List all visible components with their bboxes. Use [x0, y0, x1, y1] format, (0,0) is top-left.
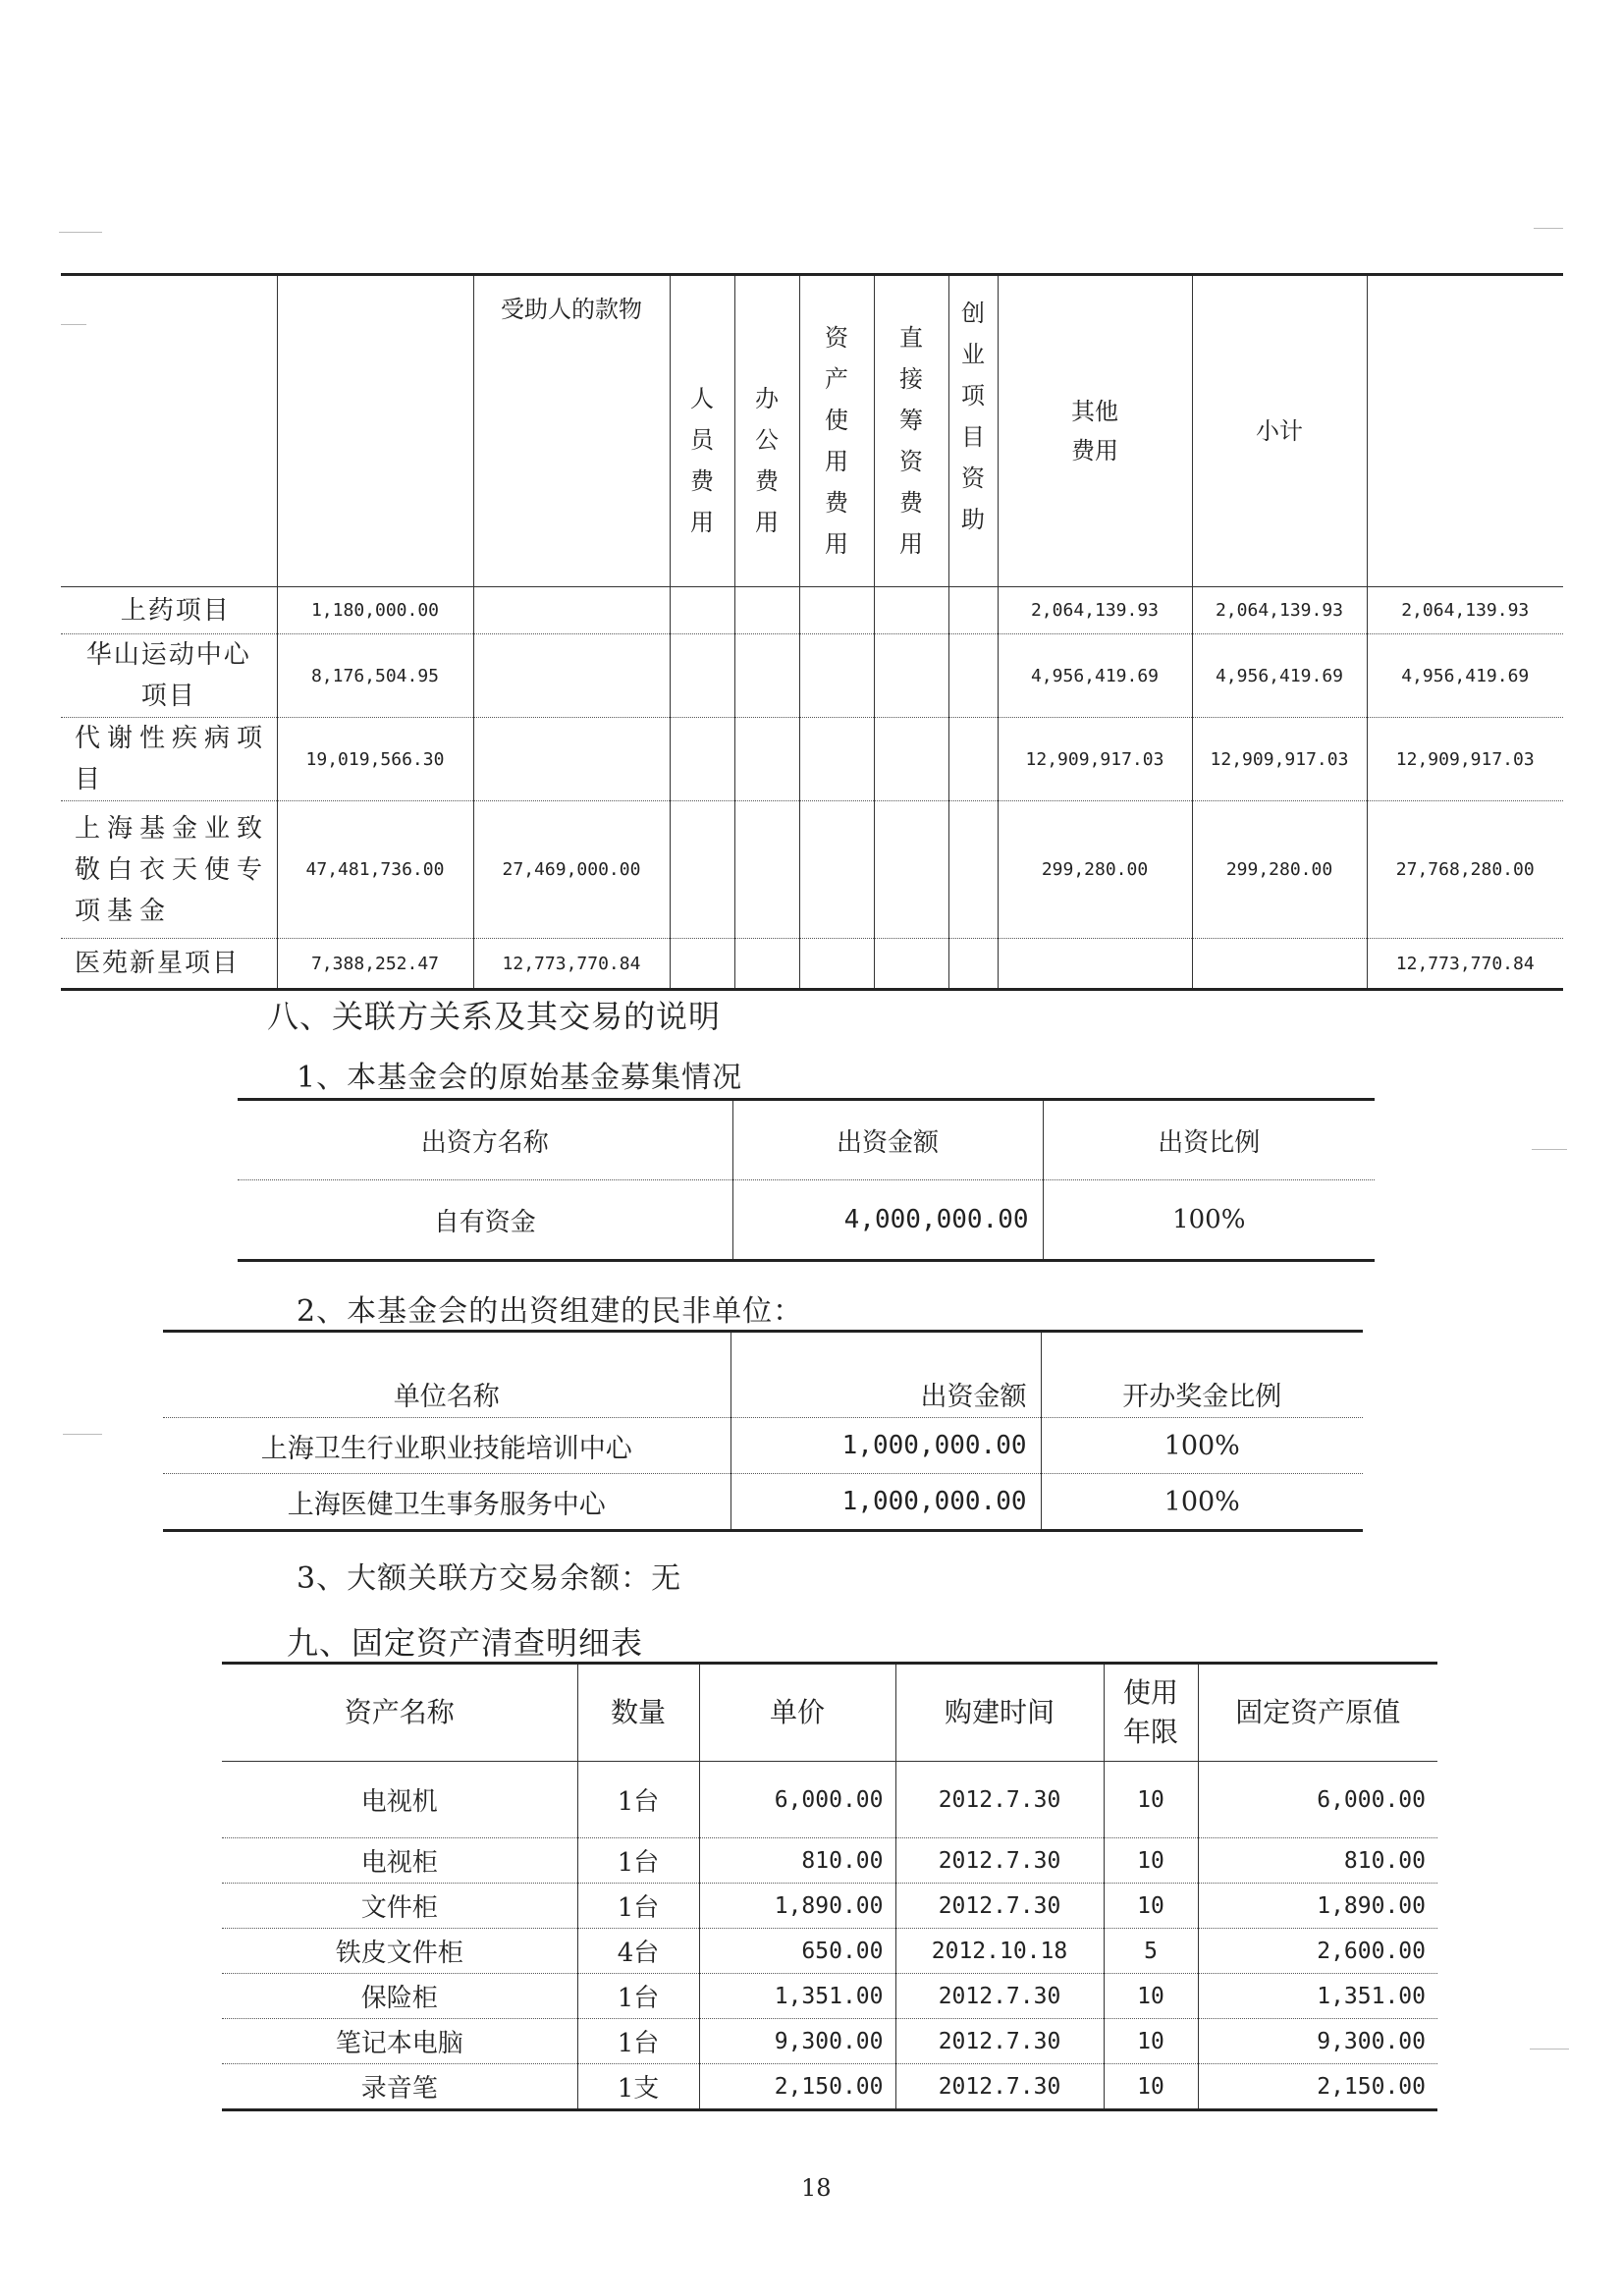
useful-life-cell: 5 — [1104, 1929, 1198, 1974]
amount-cell: 7,388,252.47 — [277, 939, 473, 990]
header-label: 小计 — [1256, 417, 1303, 445]
header-cell: 单价 — [699, 1664, 895, 1762]
project-name — [61, 718, 277, 801]
header-cell — [61, 275, 277, 587]
table-header-row — [61, 275, 1563, 587]
header-cell: 出资方名称 — [238, 1100, 732, 1180]
useful-life-cell: 10 — [1104, 2019, 1198, 2064]
empty-cell — [734, 801, 799, 939]
header-cell: 数量 — [577, 1664, 699, 1762]
subsection-1-title: 1、本基金会的原始基金募集情况 — [297, 1061, 743, 1095]
empty-cell — [670, 634, 734, 718]
other-cost-cell: 12,909,917.03 — [998, 718, 1192, 801]
header-asset-use-cost — [799, 275, 874, 587]
goods-cell: 27,469,000.00 — [473, 801, 670, 939]
header-cell — [277, 275, 473, 587]
useful-life-cell: 10 — [1104, 2064, 1198, 2110]
project-name: 上药项目 — [61, 587, 277, 634]
header-label: 创业项目资助 — [961, 300, 985, 533]
scan-mark — [1530, 2049, 1569, 2050]
table-row — [61, 801, 1563, 939]
scan-mark — [1532, 1149, 1567, 1150]
original-fund-table — [238, 1098, 1375, 1262]
empty-cell — [670, 718, 734, 801]
total-cell: 12,909,917.03 — [1367, 718, 1563, 801]
empty-cell — [799, 939, 874, 990]
funder-name-cell: 自有资金 — [433, 1207, 536, 1237]
useful-life-cell: 10 — [1104, 1838, 1198, 1884]
header-cell: 出资金额 — [732, 1100, 1043, 1180]
table-header-row — [238, 1100, 1375, 1180]
empty-cell — [799, 587, 874, 634]
unit-price-cell: 6,000.00 — [699, 1762, 895, 1838]
unit-price-cell: 1,351.00 — [699, 1974, 895, 2019]
other-cost-cell — [998, 939, 1192, 990]
page-number: 18 — [801, 2174, 832, 2202]
amount-cell: 8,176,504.95 — [277, 634, 473, 718]
quantity-cell: 1支 — [577, 2064, 699, 2110]
empty-cell — [734, 718, 799, 801]
project-name — [61, 801, 277, 939]
header-cell — [1367, 275, 1563, 587]
project-name — [61, 634, 277, 718]
subsection-3-title: 3、大额关联方交易余额：无 — [297, 1561, 682, 1596]
empty-cell — [874, 634, 948, 718]
subtotal-cell: 2,064,139.93 — [1192, 587, 1367, 634]
amount-cell: 1,000,000.00 — [730, 1418, 1041, 1474]
project-expense-table — [61, 273, 1563, 991]
total-cell: 4,956,419.69 — [1367, 634, 1563, 718]
fixed-assets-table — [222, 1662, 1437, 2111]
table-row — [61, 634, 1563, 718]
amount-cell: 47,481,736.00 — [277, 801, 473, 939]
asset-name-cell: 录音笔 — [360, 2074, 438, 2104]
header-office-cost — [734, 275, 799, 587]
empty-cell — [948, 718, 998, 801]
other-cost-cell: 4,956,419.69 — [998, 634, 1192, 718]
subtotal-cell — [1192, 939, 1367, 990]
empty-cell — [874, 718, 948, 801]
header-label: 其他费用 — [1071, 398, 1118, 465]
unit-price-cell: 9,300.00 — [699, 2019, 895, 2064]
quantity-cell: 4台 — [577, 1929, 699, 1974]
unit-price-cell: 1,890.00 — [699, 1884, 895, 1929]
project-name: 医苑新星项目 — [61, 939, 277, 990]
header-staff-cost — [670, 275, 734, 587]
section-9-title: 九、固定资产清查明细表 — [287, 1624, 644, 1662]
original-value-cell: 2,600.00 — [1198, 1929, 1437, 1974]
ratio-cell: 100% — [1043, 1180, 1375, 1261]
asset-name-cell: 铁皮文件柜 — [222, 1929, 577, 1974]
table-row — [222, 1762, 1437, 1838]
table-row — [222, 1838, 1437, 1884]
subtotal-cell: 12,909,917.03 — [1192, 718, 1367, 801]
asset-name-cell: 电视柜 — [222, 1838, 577, 1884]
unit-price-cell: 650.00 — [699, 1929, 895, 1974]
quantity-cell: 1台 — [577, 1974, 699, 2019]
header-cell — [1104, 1664, 1198, 1762]
original-value-cell: 1,890.00 — [1198, 1884, 1437, 1929]
table-row — [163, 1418, 1363, 1474]
empty-cell — [799, 801, 874, 939]
header-cell: 购建时间 — [895, 1664, 1104, 1762]
header-startup-aid — [948, 275, 998, 587]
goods-cell — [473, 587, 670, 634]
other-cost-cell: 299,280.00 — [998, 801, 1192, 939]
unit-price-cell: 810.00 — [699, 1838, 895, 1884]
useful-life-cell: 10 — [1104, 1884, 1198, 1929]
useful-life-cell: 10 — [1104, 1974, 1198, 2019]
table-header-row — [163, 1332, 1363, 1418]
quantity-cell: 1台 — [577, 1762, 699, 1838]
useful-life-cell: 10 — [1104, 1762, 1198, 1838]
empty-cell — [948, 801, 998, 939]
original-value-cell: 2,150.00 — [1198, 2064, 1437, 2110]
purchase-date-cell: 2012.10.18 — [895, 1929, 1104, 1974]
header-cell: 出资比例 — [1043, 1100, 1375, 1180]
table-row — [222, 2064, 1437, 2110]
table-row — [222, 1974, 1437, 2019]
table-row — [238, 1180, 1375, 1261]
empty-cell — [734, 634, 799, 718]
empty-cell — [734, 587, 799, 634]
header-label: 使用年限 — [1122, 1676, 1178, 1748]
header-label: 人员费用 — [690, 385, 714, 536]
header-other-cost — [998, 275, 1192, 587]
empty-cell — [948, 634, 998, 718]
header-label: 受助人的款物 — [501, 296, 642, 323]
table-row — [222, 2019, 1437, 2064]
asset-name-cell: 保险柜 — [222, 1974, 577, 2019]
quantity-cell: 1台 — [577, 1884, 699, 1929]
header-label: 办公费用 — [755, 385, 779, 536]
table-row — [222, 1929, 1437, 1974]
subtotal-cell: 4,956,419.69 — [1192, 634, 1367, 718]
section-8-title: 八、关联方关系及其交易的说明 — [267, 998, 722, 1035]
original-value-cell: 1,351.00 — [1198, 1974, 1437, 2019]
header-subtotal — [1192, 275, 1367, 587]
table-row — [61, 587, 1563, 634]
purchase-date-cell: 2012.7.30 — [895, 1884, 1104, 1929]
header-label: 直接筹资费用 — [899, 324, 923, 558]
empty-cell — [799, 634, 874, 718]
scan-mark — [1534, 228, 1563, 229]
empty-cell — [670, 587, 734, 634]
header-cell: 单位名称 — [163, 1332, 730, 1418]
table-row — [163, 1474, 1363, 1531]
unit-name-cell: 上海医健卫生事务服务中心 — [287, 1489, 606, 1520]
goods-cell: 12,773,770.84 — [473, 939, 670, 990]
project-name-text: 代谢性疾病项目 — [75, 724, 270, 794]
amount-cell: 19,019,566.30 — [277, 718, 473, 801]
header-label: 资产使用费用 — [825, 324, 848, 558]
quantity-cell: 1台 — [577, 2019, 699, 2064]
asset-name-cell: 文件柜 — [222, 1884, 577, 1929]
empty-cell — [734, 939, 799, 990]
subsection-2-title: 2、本基金会的出资组建的民非单位： — [297, 1294, 804, 1329]
empty-cell — [948, 587, 998, 634]
unit-name-cell: 上海卫生行业职业技能培训中心 — [163, 1418, 730, 1474]
project-name-text: 华山运动中心项目 — [85, 640, 251, 711]
purchase-date-cell: 2012.7.30 — [895, 1974, 1104, 2019]
ratio-cell: 100% — [1041, 1474, 1363, 1531]
empty-cell — [670, 939, 734, 990]
table-row — [61, 718, 1563, 801]
empty-cell — [948, 939, 998, 990]
header-cell: 开办奖金比例 — [1041, 1332, 1363, 1418]
unit-price-cell: 2,150.00 — [699, 2064, 895, 2110]
total-cell: 2,064,139.93 — [1367, 587, 1563, 634]
purchase-date-cell: 2012.7.30 — [895, 1838, 1104, 1884]
empty-cell — [874, 939, 948, 990]
project-name-text: 上海基金业致敬白衣天使专项基金 — [75, 813, 270, 926]
goods-cell — [473, 718, 670, 801]
subtotal-cell: 299,280.00 — [1192, 801, 1367, 939]
scan-mark — [63, 1434, 102, 1435]
header-recipient-goods — [473, 275, 670, 587]
asset-name-cell: 电视机 — [222, 1762, 577, 1838]
purchase-date-cell: 2012.7.30 — [895, 2064, 1104, 2110]
header-cell: 出资金额 — [730, 1332, 1041, 1418]
asset-name-cell: 笔记本电脑 — [222, 2019, 577, 2064]
original-value-cell: 9,300.00 — [1198, 2019, 1437, 2064]
purchase-date-cell: 2012.7.30 — [895, 2019, 1104, 2064]
ratio-cell: 100% — [1041, 1418, 1363, 1474]
scan-mark — [59, 232, 102, 233]
table-row — [222, 1884, 1437, 1929]
amount-cell: 1,180,000.00 — [277, 587, 473, 634]
header-cell: 固定资产原值 — [1198, 1664, 1437, 1762]
empty-cell — [874, 587, 948, 634]
other-cost-cell: 2,064,139.93 — [998, 587, 1192, 634]
goods-cell — [473, 634, 670, 718]
header-fundraising-cost — [874, 275, 948, 587]
header-cell: 资产名称 — [222, 1664, 577, 1762]
amount-cell: 1,000,000.00 — [730, 1474, 1041, 1531]
empty-cell — [874, 801, 948, 939]
affiliated-units-table — [163, 1330, 1363, 1532]
purchase-date-cell: 2012.7.30 — [895, 1762, 1104, 1838]
total-cell: 27,768,280.00 — [1367, 801, 1563, 939]
amount-cell: 4,000,000.00 — [732, 1180, 1043, 1261]
empty-cell — [799, 718, 874, 801]
original-value-cell: 6,000.00 — [1198, 1762, 1437, 1838]
empty-cell — [670, 801, 734, 939]
table-header-row — [222, 1664, 1437, 1762]
total-cell: 12,773,770.84 — [1367, 939, 1563, 990]
quantity-cell: 1台 — [577, 1838, 699, 1884]
table-row — [61, 939, 1563, 990]
original-value-cell: 810.00 — [1198, 1838, 1437, 1884]
